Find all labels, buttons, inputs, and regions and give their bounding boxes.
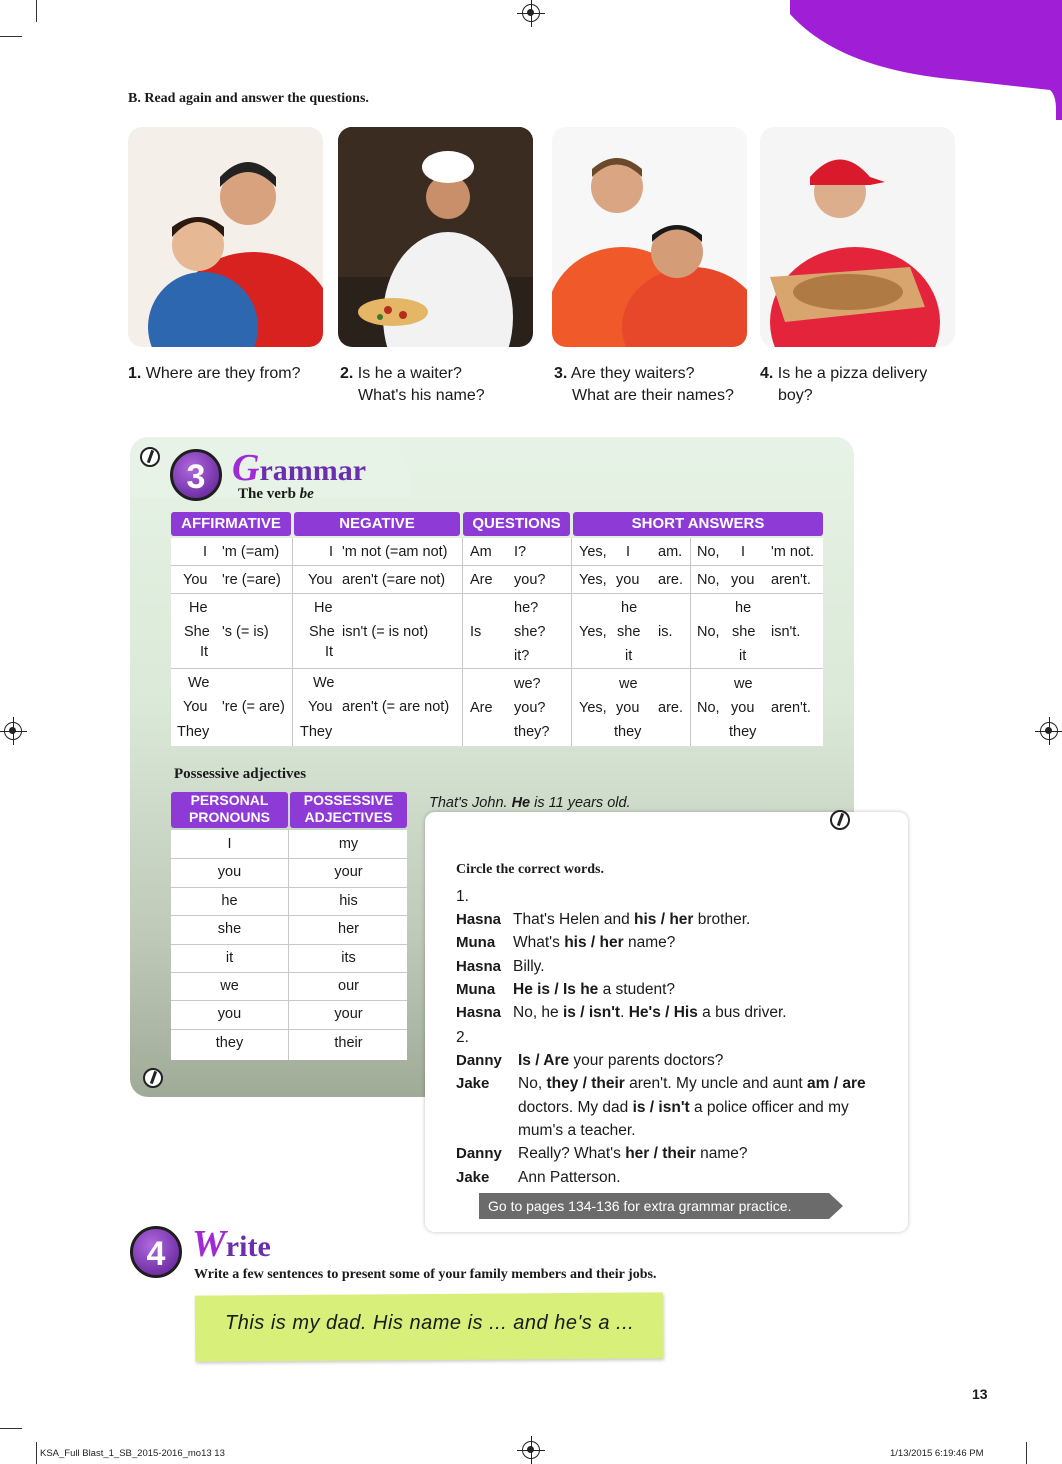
table-cell: is.	[658, 624, 673, 640]
table-divider	[462, 538, 463, 746]
table-cell: it	[625, 648, 633, 664]
table-cell: We	[188, 675, 210, 691]
table-divider	[571, 538, 572, 746]
table-cell: isn't (= is not)	[342, 624, 429, 640]
table-divider	[171, 972, 407, 973]
table-cell: you?	[514, 700, 546, 716]
question-4	[760, 363, 927, 407]
table-cell: you	[217, 864, 242, 881]
table-cell: you?	[514, 572, 546, 588]
registration-mark-icon	[522, 1441, 540, 1459]
table-cell: They	[177, 724, 210, 740]
answer-choice[interactable]: they / their	[546, 1075, 625, 1093]
table-cell: Are	[470, 700, 493, 716]
table-cell: you	[731, 700, 755, 716]
table-cell: You	[308, 572, 333, 588]
answer-choice[interactable]: am / are	[807, 1075, 866, 1093]
table-cell: They	[300, 724, 333, 740]
table-cell: Is	[470, 624, 482, 640]
dialogue-text: That's Helen and his / her brother.	[513, 911, 751, 928]
photo-chef	[338, 127, 533, 347]
question-text: What are their names?	[572, 387, 734, 404]
pencil-icon	[830, 810, 850, 830]
table-cell: No,	[697, 624, 720, 640]
possessive-adjectives-title: Possessive adjectives	[174, 766, 307, 782]
dialogue-text: No, he is / isn't. He's / His a bus driver.	[513, 1004, 787, 1022]
table-cell: It	[200, 644, 209, 660]
dialogue-text: Is / Are your parents doctors?	[518, 1052, 724, 1069]
crop-mark	[0, 36, 22, 37]
photo-father-son	[128, 127, 323, 347]
table-cell: I	[741, 544, 746, 560]
table-cell: 're (=are)	[222, 572, 281, 588]
question-number: 2.	[340, 365, 354, 382]
table-cell: She	[184, 624, 210, 640]
footer-timestamp: 1/13/2015 6:19:46 PM	[890, 1448, 984, 1459]
table-cell: Yes,	[579, 700, 607, 716]
table-cell: we	[734, 676, 753, 692]
table-cell: You	[183, 572, 208, 588]
crop-mark	[1026, 1442, 1027, 1464]
table-cell: I	[329, 544, 334, 560]
speaker-name: Danny	[456, 1145, 502, 1163]
table-cell: 'm (=am)	[222, 544, 280, 560]
pencil-icon	[143, 1068, 163, 1088]
exercise-part-number: 2.	[456, 1029, 469, 1046]
table-cell: you	[217, 1006, 242, 1023]
table-cell: are.	[658, 700, 683, 716]
page-tab-decoration	[780, 0, 1062, 120]
footer-file-info: KSA_Full Blast_1_SB_2015-2016_mo13 13	[40, 1448, 225, 1459]
table-cell: he	[221, 892, 238, 909]
photo-two-young-men	[552, 127, 747, 347]
table-cell: He	[314, 600, 333, 616]
table-cell: 's (= is)	[222, 624, 269, 640]
grammar-subtitle: The verb be	[238, 486, 314, 502]
dialogue-text: Billy.	[513, 957, 545, 975]
speaker-name: Hasna	[456, 911, 502, 928]
dialogue-text: What's his / her name?	[513, 934, 676, 952]
answer-choice[interactable]: his / her	[634, 911, 694, 928]
table-cell: we?	[514, 676, 541, 692]
photo-pizza-delivery-boy	[760, 127, 955, 347]
table-cell: their	[334, 1034, 363, 1051]
header-short-answers: SHORT ANSWERS	[573, 512, 823, 536]
table-cell: we	[619, 676, 638, 692]
write-title	[192, 1222, 271, 1266]
speaker-name: Jake	[456, 1168, 490, 1186]
table-cell: Are	[470, 572, 493, 588]
table-divider	[171, 944, 407, 945]
table-cell: he	[621, 600, 638, 616]
speaker-name: Hasna	[456, 1004, 502, 1022]
table-cell: our	[338, 978, 359, 994]
table-divider	[171, 593, 823, 594]
page-number: 13	[972, 1386, 988, 1402]
dialogue-text: doctors. My dad is / isn't a police officer and my	[518, 1098, 849, 1116]
table-divider	[171, 1000, 407, 1001]
table-cell: isn't.	[771, 624, 801, 640]
table-cell: aren't (= are not)	[342, 699, 450, 715]
header-questions: QUESTIONS	[463, 512, 570, 536]
question-text: Are they waiters?	[570, 365, 695, 382]
exercise-part-number: 1.	[456, 888, 469, 905]
table-cell: I	[203, 544, 208, 560]
table-cell: they	[215, 1034, 244, 1051]
table-cell: he?	[514, 600, 539, 616]
table-cell: it	[739, 648, 747, 664]
section-b-heading: B. Read again and answer the questions.	[128, 91, 369, 106]
table-cell: she?	[514, 624, 546, 640]
table-cell: aren't (=are not)	[342, 572, 446, 588]
table-cell: you	[731, 572, 755, 588]
extra-practice-banner: Go to pages 134-136 for extra grammar practice.	[479, 1193, 829, 1219]
question-number: 1.	[128, 365, 142, 382]
table-divider	[288, 830, 289, 1060]
table-cell: it?	[514, 648, 530, 664]
dialogue-text: mum's a teacher.	[518, 1121, 636, 1139]
answer-choice[interactable]: He is / Is he	[513, 980, 599, 998]
table-cell: She	[309, 624, 335, 640]
answer-choice[interactable]: Is / Are	[518, 1052, 570, 1069]
write-title-rest: rite	[225, 1230, 271, 1263]
table-cell: I	[227, 836, 232, 852]
grammar-example: That's John. He is 11 years old.	[429, 795, 631, 811]
table-cell: You	[183, 699, 208, 715]
write-title-initial: W	[192, 1223, 226, 1265]
section-number-badge: 3	[170, 449, 222, 501]
table-cell: We	[313, 675, 335, 691]
exercise-instruction: Circle the correct words.	[456, 862, 604, 877]
table-cell: her	[338, 921, 359, 938]
table-divider	[292, 538, 293, 746]
table-cell: its	[341, 949, 356, 966]
header-possessive-adjectives: POSSESSIVE ADJECTIVES	[290, 792, 407, 828]
table-cell: You	[308, 699, 333, 715]
table-divider	[171, 668, 823, 669]
registration-mark-icon	[4, 722, 22, 740]
table-cell: Yes,	[579, 572, 607, 588]
answer-choice[interactable]: her / their	[625, 1145, 696, 1163]
write-instruction: Write a few sentences to present some of your family members and their jobs.	[194, 1267, 657, 1282]
table-cell: it	[225, 949, 234, 966]
crop-mark	[0, 1428, 22, 1429]
table-cell: she	[217, 921, 242, 938]
question-text: Where are they from?	[145, 365, 301, 382]
table-cell: your	[334, 1006, 363, 1023]
table-cell: aren't.	[771, 572, 811, 588]
dialogue-text: He is / Is he a student?	[513, 980, 675, 998]
table-cell: No,	[697, 700, 720, 716]
grammar-title	[232, 446, 366, 490]
table-cell: they	[729, 724, 757, 740]
speaker-name: Muna	[456, 980, 496, 998]
table-divider	[171, 565, 823, 566]
speaker-name: Jake	[456, 1075, 490, 1093]
table-cell: 'm not (=am not)	[342, 544, 448, 560]
table-cell: I	[626, 544, 631, 560]
table-cell: my	[338, 836, 359, 852]
question-number: 4.	[760, 365, 774, 382]
table-cell: I?	[514, 544, 527, 560]
table-cell: No,	[697, 572, 720, 588]
dialogue-text: Really? What's her / their name?	[518, 1145, 748, 1163]
question-2	[340, 363, 485, 407]
table-cell: they?	[514, 724, 550, 740]
answer-choice[interactable]: is / isn't	[632, 1098, 690, 1116]
table-divider	[171, 858, 407, 859]
table-divider	[171, 915, 407, 916]
table-cell: he	[735, 600, 752, 616]
table-cell: Yes,	[579, 544, 607, 560]
table-cell: you	[616, 700, 640, 716]
header-negative: NEGATIVE	[294, 512, 460, 536]
table-cell: she	[732, 624, 756, 640]
table-cell: No,	[697, 544, 720, 560]
table-cell: am.	[658, 544, 683, 560]
table-cell: we	[220, 978, 239, 994]
answer-choice[interactable]: He's / His	[628, 1004, 698, 1022]
table-cell: aren't.	[771, 700, 811, 716]
speaker-name: Hasna	[456, 957, 502, 975]
table-cell: 're (= are)	[222, 699, 285, 715]
dialogue-text: No, they / their aren't. My uncle and aunt am / are	[518, 1075, 866, 1093]
table-cell: his	[339, 892, 358, 909]
crop-mark	[36, 0, 37, 22]
table-cell: Yes,	[579, 624, 607, 640]
answer-choice[interactable]: his / her	[564, 934, 624, 952]
grammar-title-initial: G	[232, 447, 260, 489]
answer-choice[interactable]: is / isn't	[562, 1004, 621, 1022]
table-divider	[690, 538, 691, 746]
table-cell: He	[189, 600, 208, 616]
table-cell: your	[334, 864, 363, 881]
table-divider	[171, 1029, 407, 1030]
table-cell: It	[325, 644, 334, 660]
section-number-badge: 4	[130, 1226, 182, 1278]
table-cell: are.	[658, 572, 683, 588]
question-text: Is he a waiter?	[357, 365, 462, 382]
crop-mark	[36, 1442, 37, 1464]
dialogue-text: Ann Patterson.	[518, 1168, 621, 1186]
question-number: 3.	[554, 365, 568, 382]
registration-mark-icon	[522, 4, 540, 22]
question-3	[554, 363, 734, 407]
table-cell: they	[614, 724, 642, 740]
table-divider	[171, 887, 407, 888]
question-text: What's his name?	[358, 387, 485, 404]
header-affirmative: AFFIRMATIVE	[171, 512, 291, 536]
pencil-icon	[140, 447, 160, 467]
registration-mark-icon	[1040, 722, 1058, 740]
table-cell: you	[616, 572, 640, 588]
speaker-name: Muna	[456, 934, 496, 952]
header-personal-pronouns: PERSONAL PRONOUNS	[171, 792, 288, 828]
grammar-title-rest: rammar	[259, 454, 367, 487]
table-cell: 'm not.	[771, 544, 815, 560]
speaker-name: Danny	[456, 1052, 502, 1069]
question-text: Is he a pizza delivery	[777, 365, 928, 382]
question-text: boy?	[778, 387, 813, 404]
sticky-note-text: This is my dad. His name is ... and he's a ...	[225, 1312, 635, 1334]
question-1	[128, 363, 301, 385]
table-cell: she	[617, 624, 641, 640]
table-cell: Am	[470, 544, 492, 560]
